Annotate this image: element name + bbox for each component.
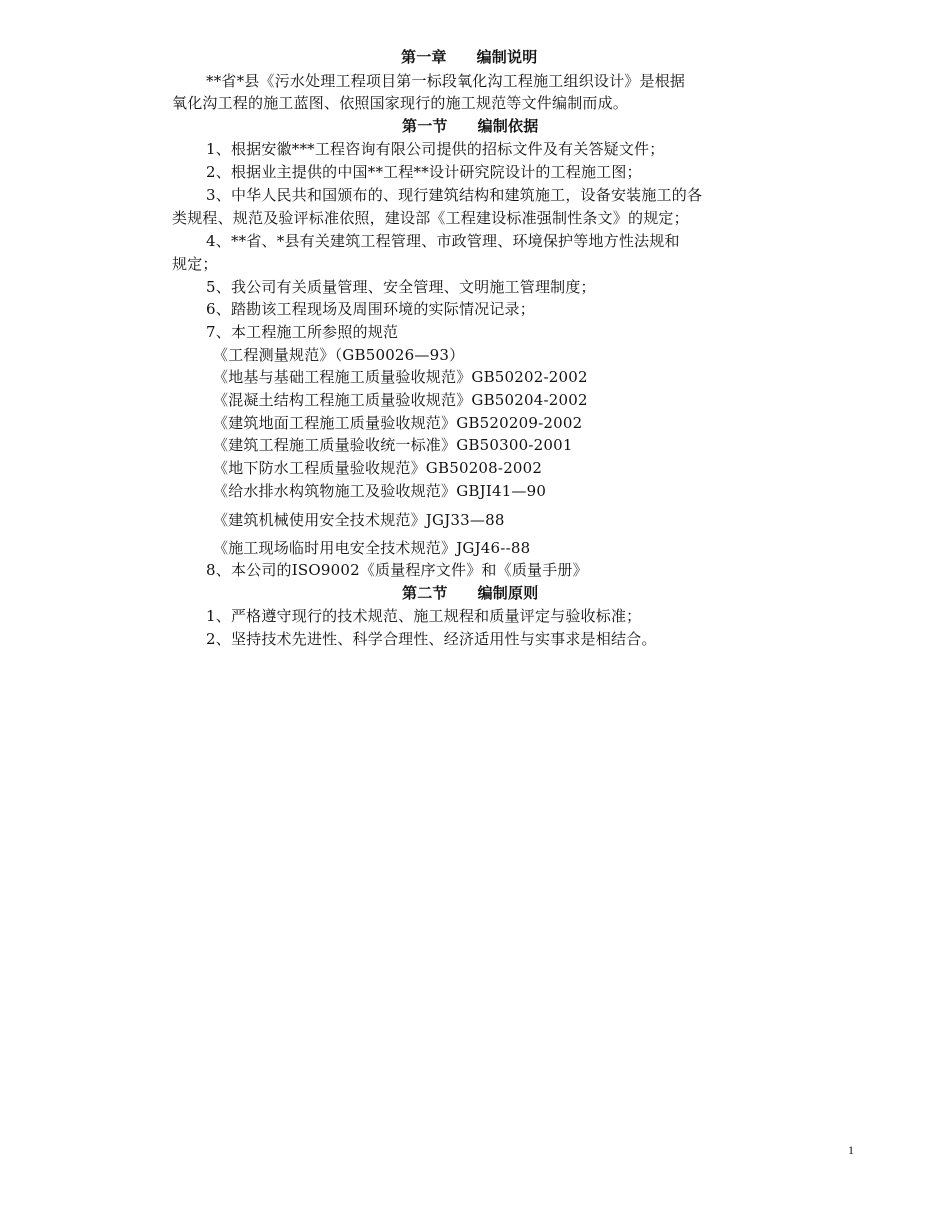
section2-heading: [402, 583, 538, 603]
standard-item: 《施工现场临时用电安全技术规范》JGJ46--88: [213, 539, 531, 557]
chapter-title: 编制说明: [476, 48, 538, 66]
intro-line-2: 氧化沟工程的施工蓝图、依照国家现行的施工规范等文件编制而成。: [172, 94, 629, 112]
standard-item: 《混凝土结构工程施工质量验收规范》GB50204-2002: [213, 391, 588, 409]
section2-title: 编制原则: [477, 584, 539, 602]
basis-item-4-cont: 规定；: [172, 255, 218, 273]
basis-item-4: 4、**省、*县有关建筑工程管理、市政管理、环境保护等地方性法规和: [206, 232, 680, 250]
basis-item-3: 3、中华人民共和国颁布的、现行建筑结构和建筑施工，设备安装施工的各: [206, 186, 703, 204]
section2-number: 第二节: [402, 584, 448, 602]
basis-item-8: 8、本公司的ⅠSO9002《质量程序文件》和《质量手册》: [206, 561, 588, 579]
standard-item: 《建筑地面工程施工质量验收规范》GB520209-2002: [213, 414, 583, 432]
standard-item: 《给水排水构筑物施工及验收规范》GBJⅠ41—90: [213, 482, 547, 500]
principle-item-1: 1、严格遵守现行的技术规范、施工规程和质量评定与验收标准；: [206, 607, 642, 625]
basis-item-2: 2、根据业主提供的中国**工程**设计研究院设计的工程施工图；: [206, 163, 642, 181]
intro-line-1: **省*县《污水处理工程项目第一标段氧化沟工程施工组织设计》是根据: [206, 72, 686, 90]
standard-item: 《工程测量规范》（GB50026—93）: [213, 346, 465, 364]
basis-item-7: 7、本工程施工所参照的规范: [206, 323, 399, 341]
section1-heading: [402, 116, 538, 136]
chapter-number: 第一章: [401, 48, 447, 66]
basis-item-5: 5、我公司有关质量管理、安全管理、文明施工管理制度；: [206, 278, 596, 296]
basis-item-1: 1、根据安徽***工程咨询有限公司提供的招标文件及有关答疑文件；: [206, 140, 665, 158]
standard-item: 《地基与基础工程施工质量验收规范》GB50202-2002: [213, 368, 588, 386]
standard-item: 《地下防水工程质量验收规范》GB50208-2002: [213, 459, 543, 477]
section1-title: 编制依据: [477, 117, 539, 135]
section1-number: 第一节: [402, 117, 448, 135]
chapter-heading: [401, 47, 537, 67]
page-number: 1: [848, 1143, 854, 1157]
principle-item-2: 2、坚持技术先进性、科学合理性、经济适用性与实事求是相结合。: [206, 630, 657, 648]
basis-item-3-cont: 类规程、规范及验评标准依照，建设部《工程建设标准强制性条文》的规定；: [172, 209, 689, 227]
standard-item: 《建筑机械使用安全技术规范》JGJ33—88: [213, 511, 505, 529]
standard-item: 《建筑工程施工质量验收统一标准》GB50300-2001: [213, 436, 573, 454]
basis-item-6: 6、踏勘该工程现场及周围环境的实际情况记录；: [206, 300, 535, 318]
